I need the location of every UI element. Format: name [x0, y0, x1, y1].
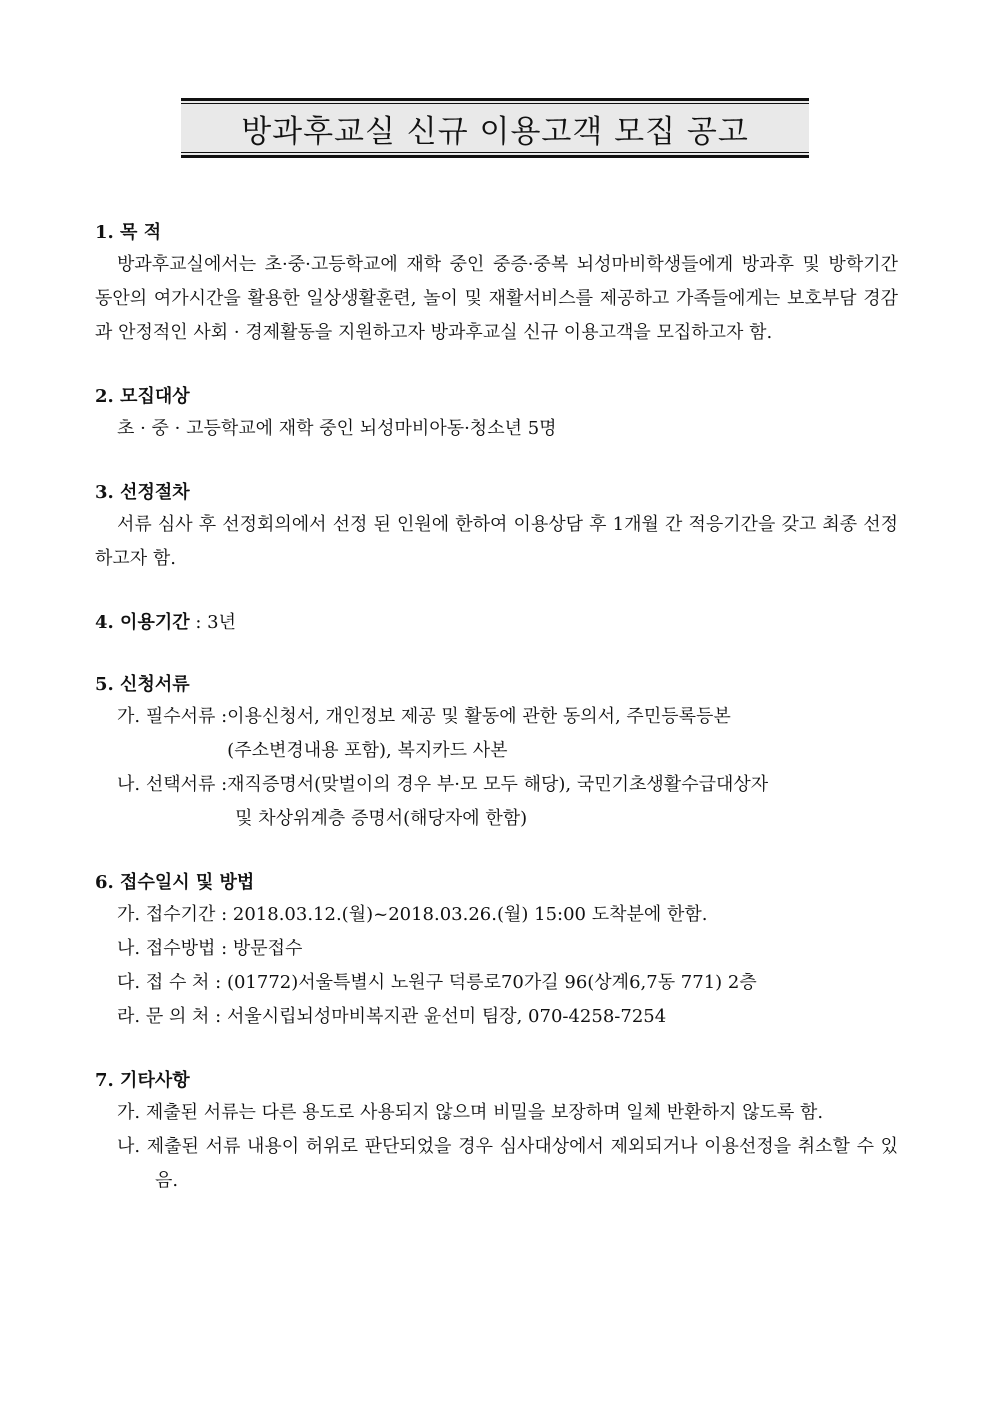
page-title: 방과후교실 신규 이용고객 모집 공고	[241, 113, 749, 150]
section-body-target: 초 · 중 · 고등학교에 재학 중인 뇌성마비아동·청소년 5명	[117, 418, 557, 439]
title-box	[181, 98, 809, 158]
section-body-procedure: 서류 심사 후 선정회의에서 선정 된 인원에 한하여 이용상담 후 1개월 간 적응기간을 갖고 최종 선정하고자 함.	[95, 514, 898, 569]
notice-body	[95, 218, 898, 1198]
section-heading-procedure: 3. 선정절차	[95, 482, 190, 503]
required-documents	[95, 700, 898, 768]
reception-period: 가. 접수기간 : 2018.03.12.(월)~2018.03.26.(월) 15:00 도착분에 한함.	[117, 904, 708, 925]
section-heading-documents: 5. 신청서류	[95, 674, 190, 695]
optional-documents-line2: 및 차상위계층 증명서(해당자에 한함)	[235, 808, 528, 829]
reception-address: 다. 접 수 처 : (01772)서울특별시 노원구 덕릉로70가길 96(상계6,7동 771) 2층	[117, 972, 757, 993]
reception-method: 나. 접수방법 : 방문접수	[117, 938, 303, 959]
section-body-purpose: 방과후교실에서는 초·중·고등학교에 재학 중인 중증·중복 뇌성마비학생들에게 방과후 및 방학기간 동안의 여가시간을 활용한 일상생활훈련, 놀이 및 재활서비스를 제공하고 가족들에게는 보호부담 경감과 안정적인 사회 · 경제활동을 지원하고자 방과후교실 신규 이용고객을 모집하고자 함.	[95, 254, 898, 343]
required-documents-line2: (주소변경내용 포함), 복지카드 사본	[227, 740, 508, 761]
optional-documents-line1: 재직증명서(맞벌이의 경우 부·모 모두 해당), 국민기초생활수급대상자	[227, 774, 769, 795]
etc-item-confidentiality: 가. 제출된 서류는 다른 용도로 사용되지 않으며 비밀을 보장하며 일체 반환하지 않도록 함.	[117, 1102, 824, 1123]
period-value: : 3년	[189, 612, 236, 633]
section-heading-period	[95, 608, 898, 638]
section-heading-reception: 6. 접수일시 및 방법	[95, 872, 255, 893]
etc-item-false-info: 나. 제출된 서류 내용이 허위로 판단되었을 경우 심사대상에서 제외되거나 이용선정을 취소할 수 있음.	[117, 1136, 898, 1191]
section-heading-purpose: 1. 목 적	[95, 222, 162, 243]
optional-documents-label: 나. 선택서류 :	[117, 774, 228, 795]
period-label: 4. 이용기간	[95, 612, 190, 633]
section-heading-target: 2. 모집대상	[95, 386, 190, 407]
optional-documents	[95, 768, 898, 836]
section-heading-etc: 7. 기타사항	[95, 1070, 190, 1091]
reception-contact: 라. 문 의 처 : 서울시립뇌성마비복지관 윤선미 팀장, 070-4258-7254	[117, 1006, 667, 1027]
required-documents-line1: 이용신청서, 개인정보 제공 및 활동에 관한 동의서, 주민등록등본	[227, 706, 731, 727]
required-documents-label: 가. 필수서류 :	[117, 706, 228, 727]
